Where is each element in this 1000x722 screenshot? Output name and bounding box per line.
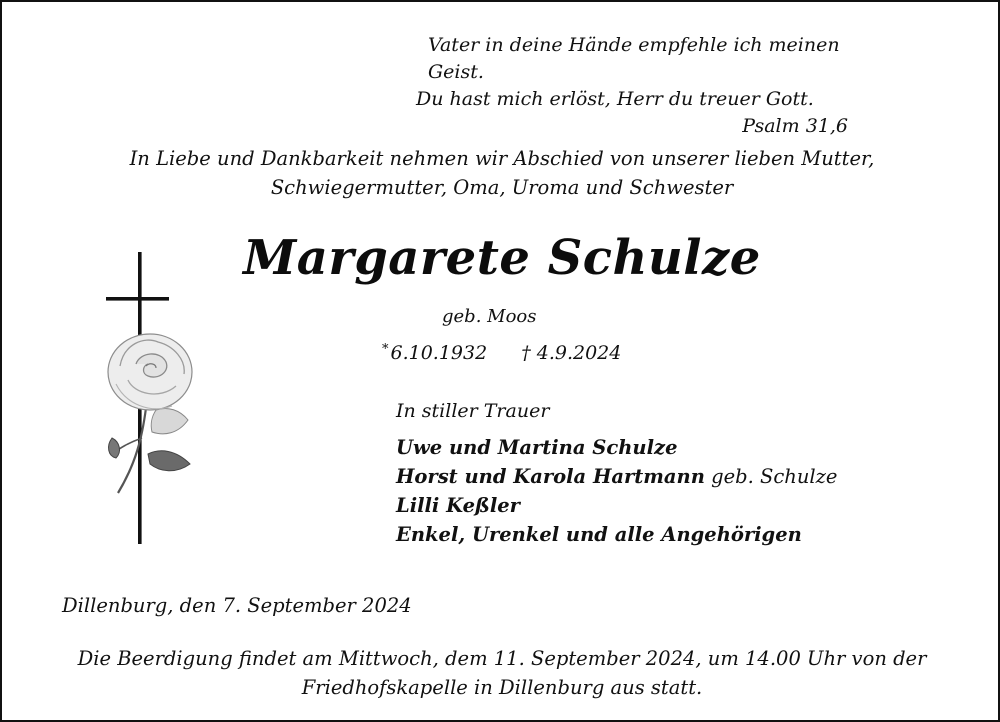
verse-line-2: Du hast mich erlöst, Herr du treuer Gott. [416,88,814,110]
mourner-row: Enkel, Urenkel und alle Angehörigen [396,523,802,546]
maiden-name: geb. Moos [442,306,537,327]
birth-date: 6.10.1932 [390,342,488,364]
intro-line-2: Schwiegermutter, Oma, Uroma und Schwester [270,176,734,199]
place-and-date: Dillenburg, den 7. September 2024 [62,594,412,617]
cross-with-rose-icon [98,248,208,548]
birth-symbol: * [382,342,389,357]
mourner-row: Horst und Karola Hartmann geb. Schulze [396,465,838,488]
deceased-name: Margarete Schulze [243,230,761,286]
life-dates [382,342,621,364]
mourning-heading: In stiller Trauer [396,400,550,422]
verse-line-1: Vater in deine Hände empfehle ich meinen Geist. [428,34,840,83]
mourners-list [396,433,837,549]
funeral-line-2: Friedhofskapelle in Dillenburg aus statt. [301,676,703,699]
mourner-note: geb. Schulze [711,465,838,488]
farewell-intro [62,144,942,202]
death-symbol: † [521,342,531,364]
intro-line-1: In Liebe und Dankbarkeit nehmen wir Abschied von unserer lieben Mutter, [129,147,875,170]
death-date: 4.9.2024 [536,342,622,364]
mourner-row: Uwe und Martina Schulze [396,436,678,459]
bible-verse [332,32,852,140]
verse-reference: Psalm 31,6 [742,115,848,137]
funeral-info [42,644,962,702]
mourner-row: Lilli Keßler [396,494,520,517]
funeral-line-1: Die Beerdigung findet am Mittwoch, dem 11. September 2024, um 14.00 Uhr von der [77,647,927,670]
